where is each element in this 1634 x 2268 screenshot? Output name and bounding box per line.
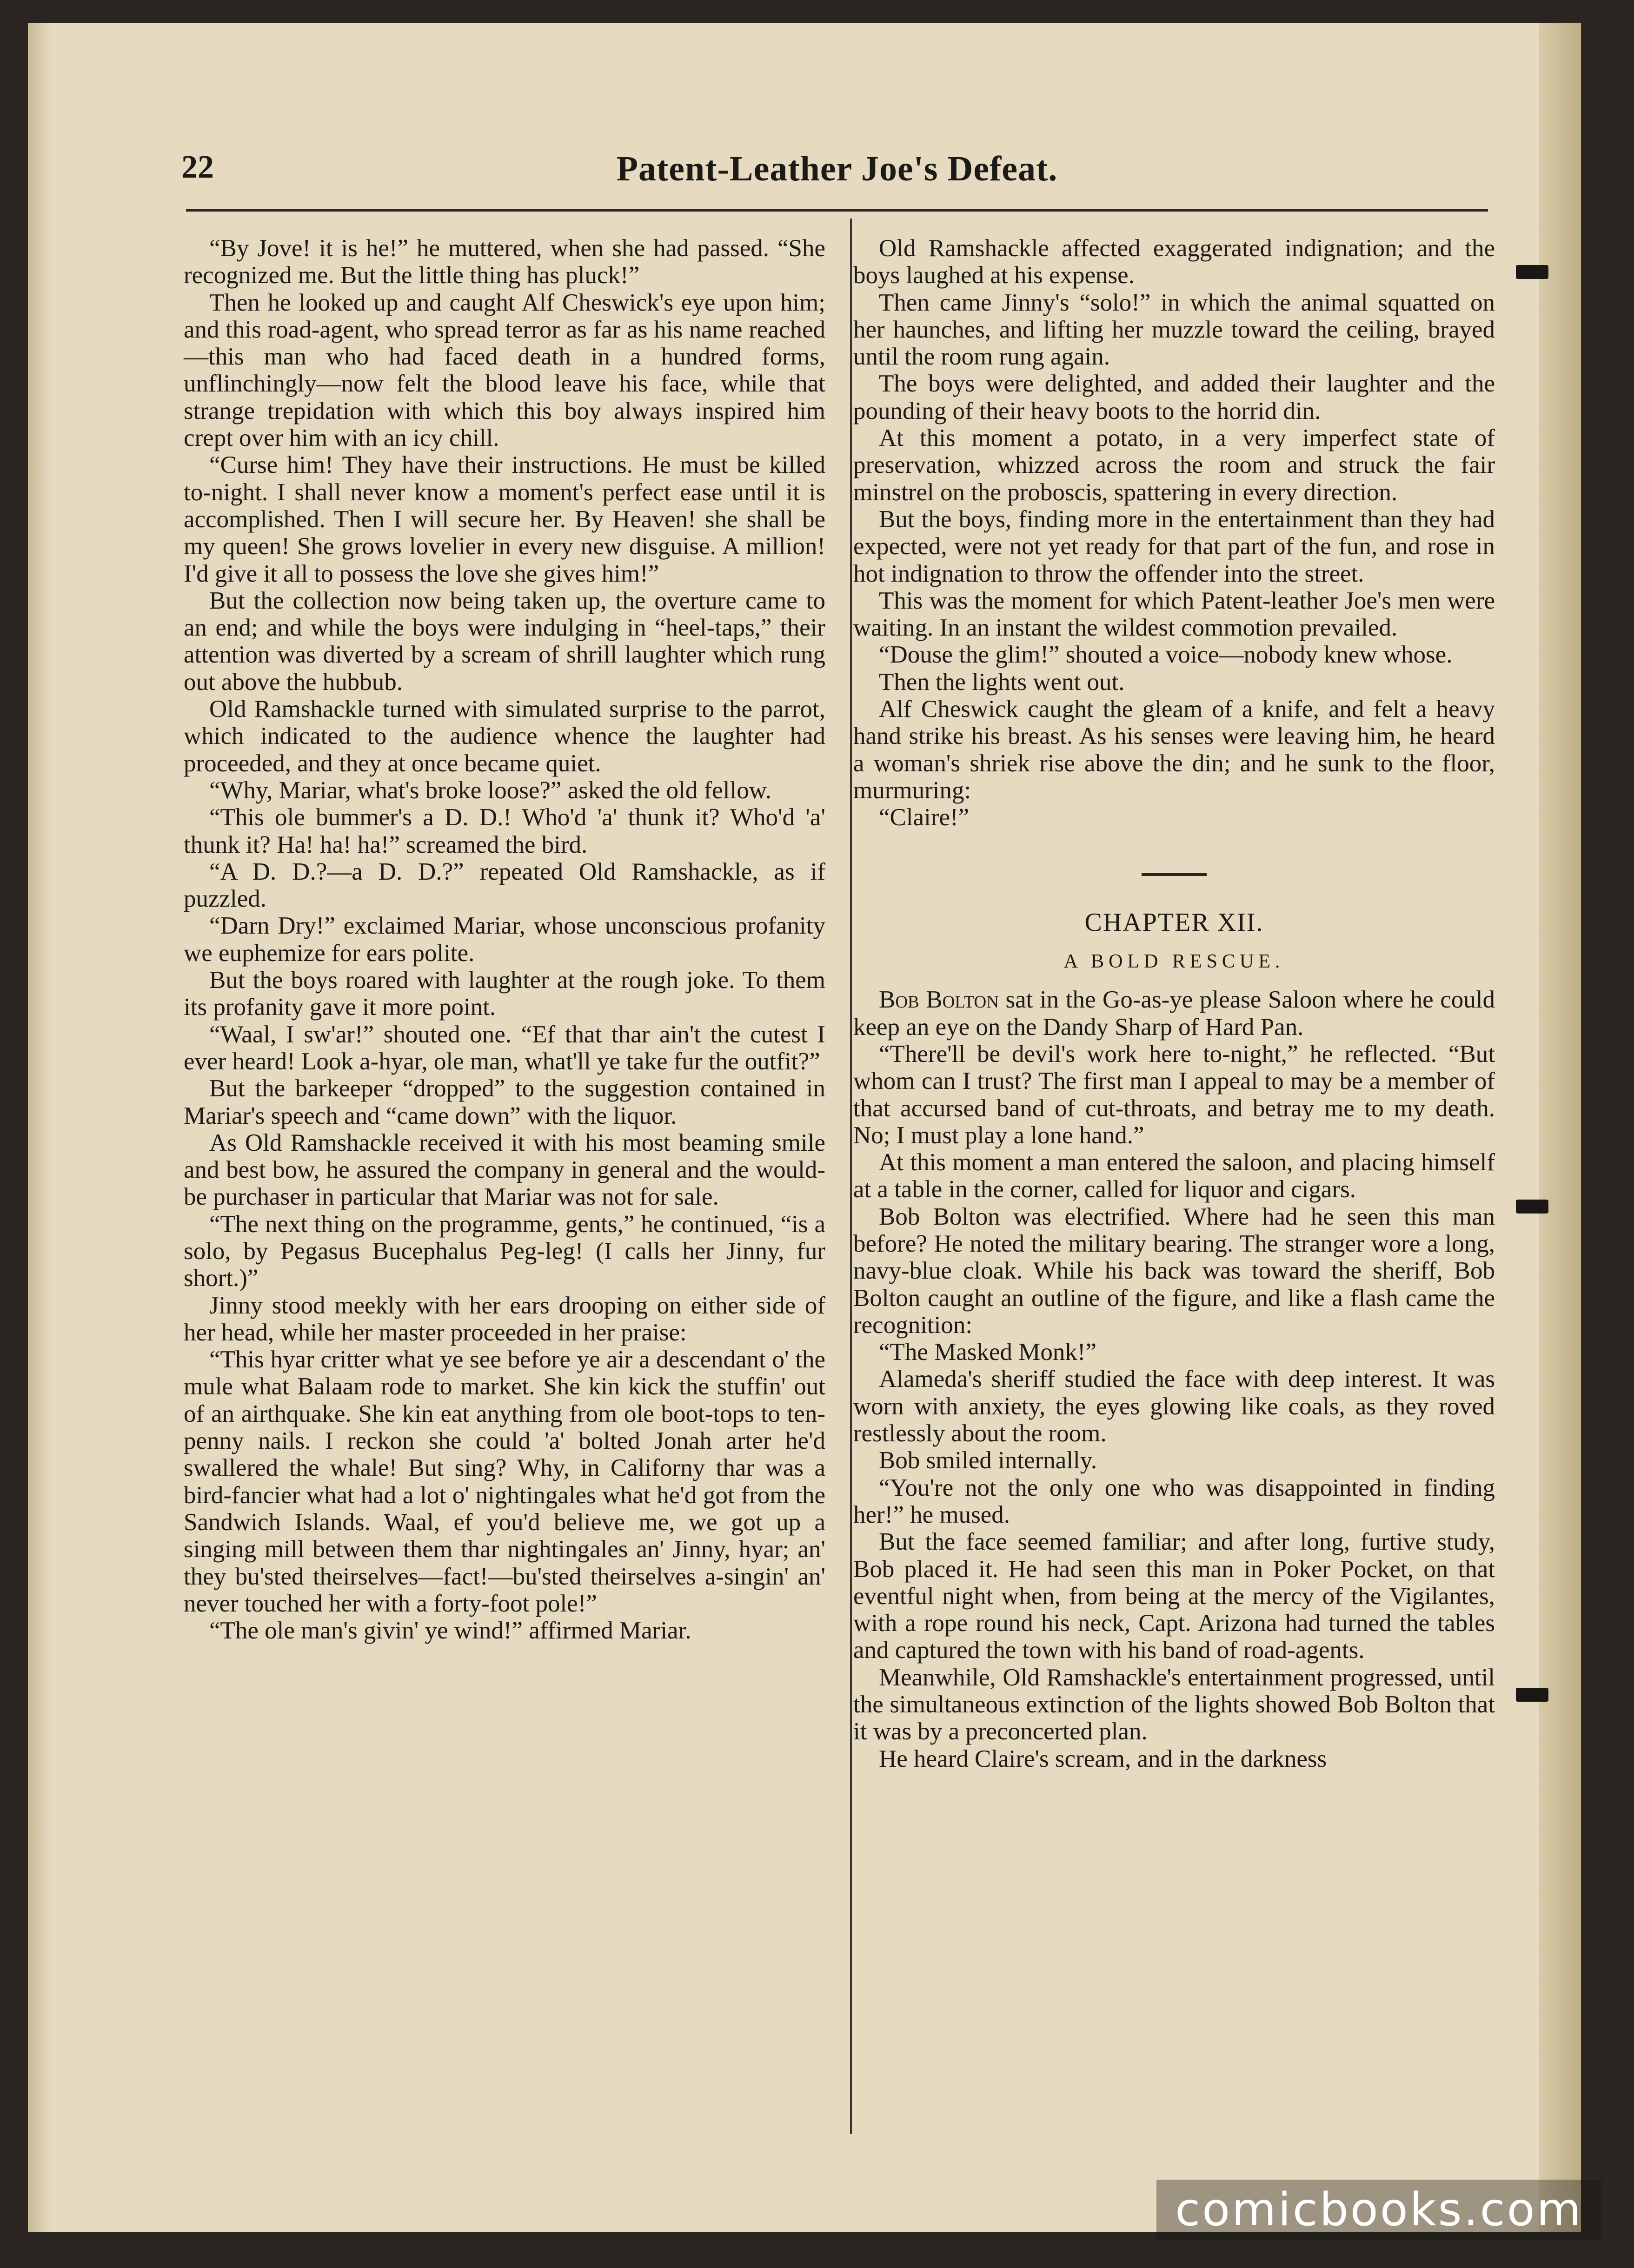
paragraph: “Curse him! They have their instructions. He must be killed to-night. I shall never know a moment's perfect ease until it is accomplished. Then I will secure her. By Heaven! she shall be my queen! She grows lovelier in every new disguise. A million! I'd give it all to possess the love she gives him!”: [184, 451, 825, 587]
paragraph: “This hyar critter what ye see before ye air a descendant o' the mule what Balaam rode to market. She kin kick the stuffin' out of an airthquake. She kin eat anything from ole boot-tops to ten-penny nails. I reckon she could 'a' bolted Jonah arter he'd swallered the whale! But sing? Why, in Californy thar was a bird-fancier what had a lot o' nightingales what he'd got from the Sandwich Islands. Waal, ef you'd believe me, we got up a singing mill between them thar nightingales an' Jinny, hyar; an' they bu'sted theirselves—fact!—bu'sted theirselves a-singin' an' never touched her with a forty-foot pole!”: [184, 1346, 825, 1617]
site-watermark: comicbooks.com: [1156, 2180, 1601, 2240]
binding-edge: [1539, 23, 1581, 2232]
staple-top: [1516, 265, 1548, 279]
right-column: [853, 235, 1495, 1772]
paragraph: But the face seemed familiar; and after long, furtive study, Bob placed it. He had seen this man in Poker Pocket, on that eventful night when, from being at the mercy of the Vigilantes, with a rope round his neck, Capt. Arizona had turned the tables and captured the town with his band of road-agents.: [853, 1528, 1495, 1664]
chapter-lead-paragraph: [853, 986, 1495, 1041]
paragraph: “Waal, I sw'ar!” shouted one. “Ef that thar ain't the cutest I ever heard! Look a-hyar, ole man, what'll ye take fur the outfit?”: [184, 1021, 825, 1075]
paragraph: Bob Bolton was electrified. Where had he seen this man before? He noted the military bearing. The stranger wore a long, navy-blue cloak. While his back was toward the sheriff, Bob Bolton caught an outline of the figure, and like a flash came the recognition:: [853, 1203, 1495, 1339]
paragraph: “Douse the glim!” shouted a voice—nobody knew whose.: [879, 641, 1453, 669]
paragraph: At this moment a man entered the saloon, and placing himself at a table in the corner, called for liquor and cigars.: [853, 1149, 1495, 1203]
paragraph: At this moment a potato, in a very imperfect state of preservation, whizzed across the room and struck the fair minstrel on the proboscis, spattering in every direction.: [853, 424, 1495, 506]
paragraph: Old Ramshackle affected exaggerated indignation; and the boys laughed at his expense.: [853, 235, 1495, 289]
paragraph: But the collection now being taken up, the overture came to an end; and while the boys were indulging in “heel-taps,” their attention was diverted by a scream of shrill laughter which rung out above the hubbub.: [184, 587, 825, 696]
paragraph: But the barkeeper “dropped” to the suggestion contained in Mariar's speech and “came down” with the liquor.: [184, 1075, 825, 1129]
paragraph: Then the lights went out.: [879, 668, 1125, 696]
paragraph: Alf Cheswick caught the gleam of a knife, and felt a heavy hand strike his breast. As his senses were leaving him, he heard a woman's shriek rise above the din; and he sunk to the floor, murmuring:: [853, 696, 1495, 804]
paragraph: Old Ramshackle turned with simulated surprise to the parrot, which indicated to the audience whence the laughter had proceeded, and they at once became quiet.: [184, 696, 825, 777]
paragraph: But the boys, finding more in the entertainment than they had expected, were not yet ready for that part of the fun, and rose in hot indignation to throw the offender into the street.: [853, 505, 1495, 587]
paragraph: Then came Jinny's “solo!” in which the animal squatted on her haunches, and lifting her muzzle toward the ceiling, brayed until the room rung again.: [853, 289, 1495, 371]
paragraph: The boys were delighted, and added their laughter and the pounding of their heavy boots to the horrid din.: [853, 370, 1495, 424]
paragraph: “The Masked Monk!”: [879, 1339, 1097, 1366]
paragraph: Alameda's sheriff studied the face with deep interest. It was worn with anxiety, the eyes glowing like coals, as they roved restlessly about the room.: [853, 1366, 1495, 1447]
paragraph: “The next thing on the programme, gents,” he continued, “is a solo, by Pegasus Bucephalus Peg-leg! (I calls her Jinny, fur short.)”: [184, 1210, 825, 1292]
paragraph: Meanwhile, Old Ramshackle's entertainment progressed, until the simultaneous extinction of the lights showed Bob Bolton that it was by a preconcerted plan.: [853, 1664, 1495, 1745]
chapter-title: CHAPTER XII.: [1084, 908, 1264, 937]
paragraph: Jinny stood meekly with her ears drooping on either side of her head, while her master proceeded in her praise:: [184, 1292, 825, 1346]
paragraph: “The ole man's givin' ye wind!” affirmed Mariar.: [209, 1617, 691, 1645]
page-left-edge: [28, 23, 51, 2232]
staple-middle: [1516, 1200, 1548, 1214]
staple-lower: [1516, 1688, 1548, 1702]
lead-name: Bob Bolton: [879, 986, 999, 1014]
running-title: Patent-Leather Joe's Defeat.: [616, 149, 1058, 188]
paragraph: Then he looked up and caught Alf Cheswick's eye upon him; and this road-agent, who spread terror as far as his name reached—this man who had faced death in a hundred forms, unflinchingly—now felt the blood leave his face, while that strange trepidation with which this boy always inspired him crept over him with an icy chill.: [184, 289, 825, 452]
paragraph: “Why, Mariar, what's broke loose?” asked the old fellow.: [209, 776, 771, 804]
paragraph: “A D. D.?—a D. D.?” repeated Old Ramshackle, as if puzzled.: [184, 858, 825, 913]
paragraph: “You're not the only one who was disappointed in finding her!” he mused.: [853, 1474, 1495, 1528]
column-rule: [850, 219, 852, 2134]
header-rule: [186, 209, 1488, 212]
paragraph: “By Jove! it is he!” he muttered, when she had passed. “She recognized me. But the little thing has pluck!”: [184, 235, 825, 289]
chapter-rule: [1142, 873, 1207, 876]
book-page: [28, 23, 1581, 2232]
chapter-subtitle: A BOLD RESCUE.: [1063, 951, 1285, 973]
paragraph: “Claire!”: [879, 804, 970, 831]
paragraph: Bob smiled internally.: [879, 1447, 1097, 1474]
lead-text: sat in the Go-as-ye please Saloon where he could keep an eye on the Dandy Sharp of Hard Pan.: [853, 986, 1495, 1041]
paragraph: “This ole bummer's a D. D.! Who'd 'a' thunk it? Who'd 'a' thunk it? Ha! ha! ha!” screamed the bird.: [184, 804, 825, 858]
running-head: [181, 149, 1493, 200]
paragraph: “There'll be devil's work here to-night,” he reflected. “But whom can I trust? The first man I appeal to may be a member of that accursed band of cut-throats, and betray me to my death. No; I must play a lone hand.”: [853, 1040, 1495, 1149]
paragraph: “Darn Dry!” exclaimed Mariar, whose unconscious profanity we euphemize for ears polite.: [184, 912, 825, 967]
paragraph: But the boys roared with laughter at the rough joke. To them its profanity gave it more point.: [184, 967, 825, 1021]
paragraph: This was the moment for which Patent-leather Joe's men were waiting. In an instant the wildest commotion prevailed.: [853, 587, 1495, 642]
left-column: [184, 235, 825, 1644]
paragraph: As Old Ramshackle received it with his most beaming smile and best bow, he assured the company in general and the would-be purchaser in particular that Mariar was not for sale.: [184, 1129, 825, 1211]
page-number: 22: [181, 149, 214, 185]
paragraph: He heard Claire's scream, and in the darkness: [879, 1745, 1327, 1772]
